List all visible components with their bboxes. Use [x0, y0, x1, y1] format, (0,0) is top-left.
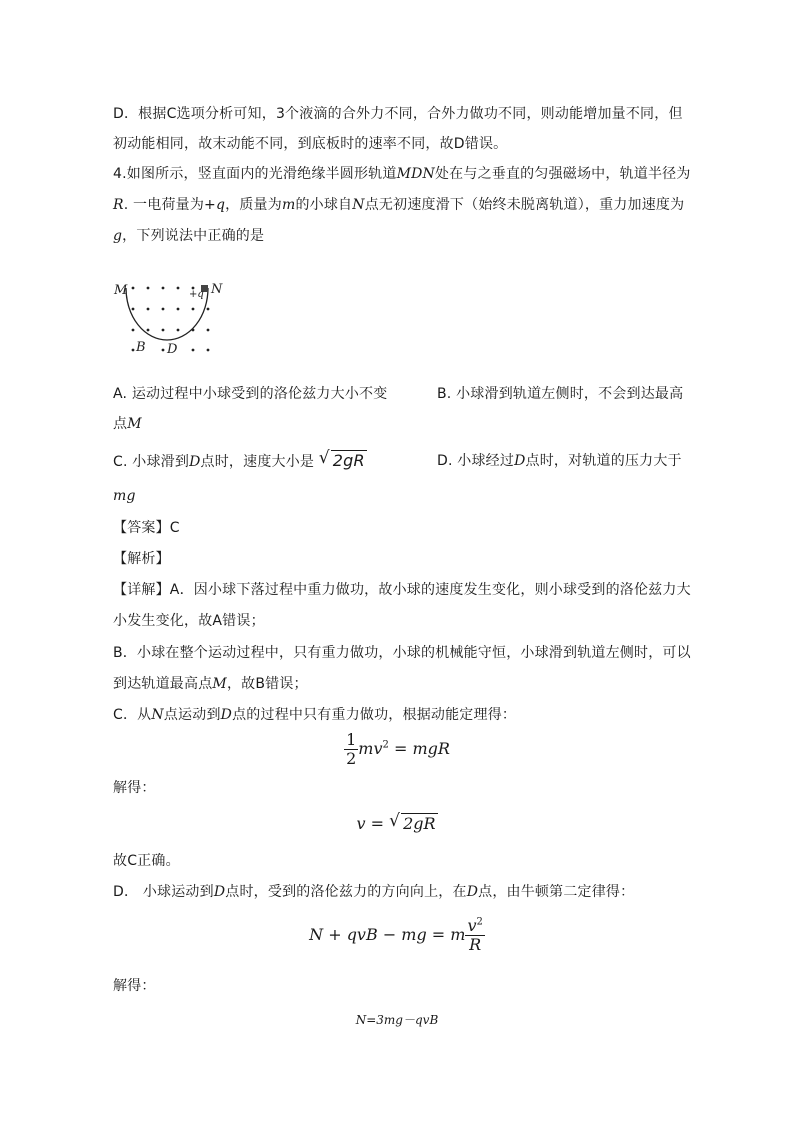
- question-4-line3: [113, 226, 264, 246]
- formula-term: v: [467, 916, 477, 935]
- question-text: ，质量为: [225, 197, 282, 213]
- option-d-line2: mg: [113, 488, 136, 504]
- detail-text: C．从: [113, 707, 152, 723]
- symbol-D: D: [514, 453, 526, 469]
- symbol-m: m: [281, 197, 296, 213]
- detail-text: D． 小球运动到: [113, 884, 214, 900]
- exponent: 2: [476, 916, 483, 928]
- symbol-D: D: [466, 884, 479, 900]
- semicircle-track-figure: [113, 278, 233, 360]
- detail-b-line1: B．小球在整个运动过程中，只有重力做功，小球的机械能守恒，小球滑到轨道左侧时，可以: [113, 645, 691, 661]
- detail-c-line1: [113, 705, 516, 725]
- solve-label-1: 解得：: [113, 780, 156, 796]
- option-text: D. 小球经过: [437, 453, 515, 469]
- option-b-line1: B. 小球滑到轨道左侧时，不会到达最高: [437, 386, 684, 402]
- symbol-D: D: [189, 454, 201, 470]
- question-text: 4.如图所示，竖直面内的光滑绝缘半圆形轨道: [113, 166, 397, 182]
- formula-term: N + qvB − mg = m: [309, 925, 466, 944]
- question-text: 处在与之垂直的匀强磁场中，轨道半径为: [434, 166, 691, 182]
- fraction-v2-over-R: [465, 917, 484, 954]
- fraction-denominator: R: [469, 935, 482, 954]
- solve-label-2: 解得：: [113, 978, 156, 994]
- label-N: N: [211, 282, 223, 297]
- option-c: [113, 448, 367, 472]
- option-text: 点时，速度大小是: [200, 454, 315, 470]
- sqrt-2gR: √ 2gR: [318, 448, 365, 470]
- track-name: MDN: [396, 166, 435, 182]
- sqrt-argument: 2gR: [332, 451, 365, 470]
- symbol-D: D: [220, 707, 233, 723]
- question-text: . 一电荷量为+: [123, 197, 216, 213]
- detail-d-line1: [113, 882, 634, 902]
- detail-b-line2: [113, 674, 308, 694]
- option-d-line1: [437, 451, 682, 471]
- detail-text: 到达轨道最高点: [113, 676, 213, 692]
- symbol-g: g: [113, 228, 123, 244]
- symbol-N: N: [352, 197, 365, 213]
- symbol-M: M: [212, 676, 227, 692]
- detail-text: 点的过程中只有重力做功，根据动能定理得：: [232, 707, 517, 723]
- exponent: 2: [382, 739, 389, 751]
- option-text: 点时，对轨道的压力大于: [525, 453, 682, 469]
- formula-velocity: [0, 811, 794, 833]
- fraction-denominator: 2: [346, 749, 357, 768]
- question-4-line2: [113, 195, 684, 215]
- label-charge: +q: [189, 289, 204, 300]
- label-M: M: [114, 283, 128, 298]
- formula-term: = mgR: [388, 739, 450, 758]
- option-a: A. 运动过程中小球受到的洛伦兹力大小不变: [113, 386, 388, 402]
- detail-text: 点运动到: [163, 707, 221, 723]
- label-D: D: [167, 342, 178, 357]
- fraction-numerator: 1: [346, 730, 357, 749]
- analysis-heading: 【解析】: [113, 551, 170, 567]
- symbol-M: M: [127, 416, 142, 432]
- detail-text: 点时，受到的洛伦兹力的方向向上，在: [225, 884, 467, 900]
- label-B: B: [136, 340, 146, 355]
- question-text: 点无初速度滑下（始终未脱离轨道），重力加速度为: [364, 197, 685, 213]
- symbol-q: q: [215, 197, 226, 213]
- symbol-N: N: [151, 707, 164, 723]
- paragraph-d-line1: D．根据C选项分析可知，3个液滴的合外力不同，合外力做功不同，则动能增加量不同，但: [113, 106, 683, 122]
- fraction-numerator: [465, 917, 484, 936]
- c-correct: 故C正确。: [113, 853, 180, 869]
- answer: 【答案】C: [113, 520, 180, 536]
- detail-a-line1: 【详解】A．因小球下落过程中重力做功，故小球的速度发生变化，则小球受到的洛伦兹力大: [113, 582, 691, 598]
- symbol-D: D: [213, 884, 226, 900]
- final-equation: N=3mg－qvB: [355, 1013, 439, 1027]
- question-text: ，下列说法中正确的是: [122, 228, 265, 244]
- detail-text: 点，由牛顿第二定律得：: [478, 884, 635, 900]
- detail-a-line2: 小发生变化，故A错误；: [113, 613, 265, 629]
- symbol-R: R: [113, 197, 124, 213]
- option-text: C. 小球滑到: [113, 454, 190, 470]
- formula-energy: [0, 731, 794, 768]
- fraction-half: [344, 731, 358, 768]
- detail-text: ，故B错误；: [226, 676, 308, 692]
- paragraph-d-line2: 初动能相同，故末动能不同，到底板时的速率不同，故D错误。: [113, 136, 508, 152]
- formula-newton: [0, 917, 794, 954]
- question-4-line1: [113, 164, 691, 184]
- formula-term: v =: [356, 814, 390, 833]
- option-b-line2: [113, 414, 142, 434]
- question-text: 的小球自: [295, 197, 353, 213]
- formula-term: mv: [358, 739, 383, 758]
- sqrt-2gR: √ 2gR: [389, 811, 436, 833]
- option-text: 点: [113, 416, 128, 432]
- sqrt-argument: 2gR: [403, 814, 436, 833]
